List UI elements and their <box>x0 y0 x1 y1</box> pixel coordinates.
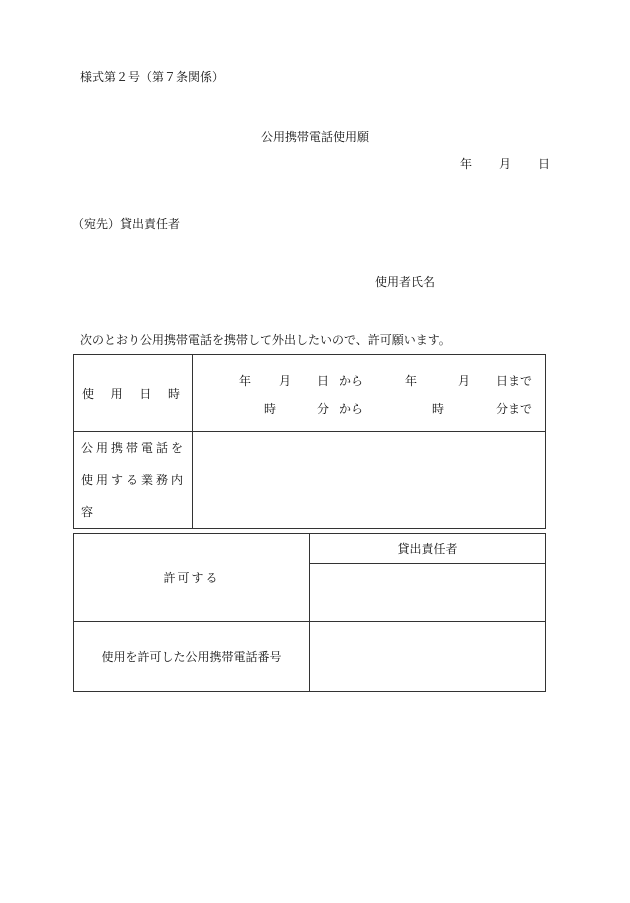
permit-label-cell <box>74 534 310 622</box>
permission-table <box>73 533 546 692</box>
usage-business-row <box>74 432 546 529</box>
datetime-label-char: 時 <box>167 386 180 401</box>
phone-number-value-cell[interactable] <box>310 622 546 692</box>
form-number: 様式第２号（第７条関係） <box>80 70 225 84</box>
addressee: （宛先）貸出責任者 <box>72 217 181 231</box>
start-year-unit: 年 <box>239 374 252 388</box>
date-month-label: 月 <box>498 157 511 171</box>
datetime-label-cell <box>74 355 193 432</box>
usage-table <box>73 354 546 529</box>
applicant-name-label: 使用者氏名 <box>375 275 436 289</box>
end-minute-unit: 分まで <box>496 402 533 416</box>
phone-number-label: 使用を許可した公用携帯電話番号 <box>101 650 282 664</box>
end-month-unit: 月 <box>458 374 471 388</box>
datetime-label-char: 日 <box>139 386 152 401</box>
business-label-line: 公用携帯電話を <box>81 441 187 455</box>
start-hour-unit: 時 <box>264 402 277 416</box>
business-label-cell <box>74 432 193 529</box>
request-text: 次のとおり公用携帯電話を携帯して外出したいので、許可願います。 <box>80 333 451 347</box>
officer-seal-cell[interactable] <box>310 564 546 622</box>
business-label-line: 使用する業務内容 <box>81 473 187 519</box>
start-minute-unit: 分 <box>317 402 330 416</box>
end-year-unit: 年 <box>405 374 418 388</box>
officer-header: 貸出責任者 <box>397 542 458 556</box>
permission-header-row <box>74 534 546 564</box>
end-hour-unit: 時 <box>432 402 445 416</box>
document-title: 公用携帯電話使用願 <box>260 130 369 144</box>
datetime-label-char: 用 <box>110 386 123 401</box>
start-day-unit: 日 <box>317 374 330 388</box>
datetime-label-char: 使 <box>82 386 95 401</box>
end-day-unit: 日まで <box>496 374 533 388</box>
business-content-cell[interactable] <box>193 432 546 529</box>
phone-number-label-cell <box>74 622 310 692</box>
date-line <box>460 158 550 170</box>
usage-datetime-row <box>74 355 546 432</box>
from-text: から <box>339 402 364 416</box>
datetime-value-cell[interactable] <box>193 355 546 432</box>
start-month-unit: 月 <box>279 374 292 388</box>
from-text: から <box>339 374 364 388</box>
date-year-label: 年 <box>460 157 473 171</box>
phone-number-row <box>74 622 546 692</box>
officer-header-cell <box>310 534 546 564</box>
date-day-label: 日 <box>537 157 550 171</box>
permit-label: 許可する <box>163 571 220 585</box>
